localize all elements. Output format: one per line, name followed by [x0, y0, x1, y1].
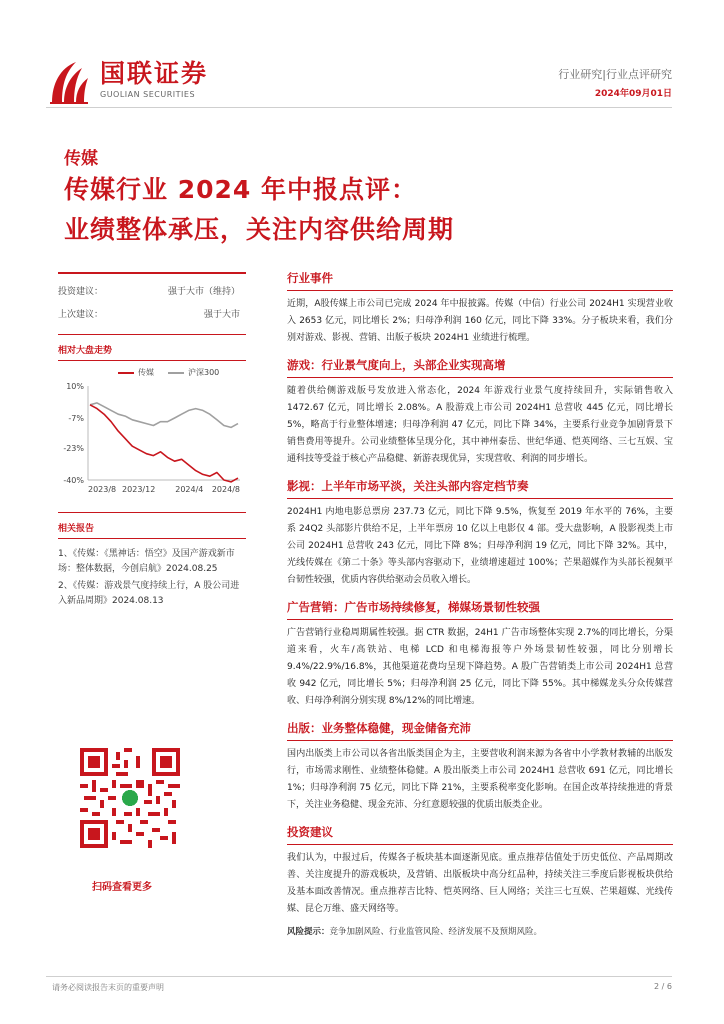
- legend-label-media: 传媒: [138, 368, 154, 377]
- section-event: [287, 266, 673, 347]
- section-publishing: [287, 716, 673, 814]
- section-title: 广告营销：广告市场持续修复，梯媒场景韧性较强: [287, 595, 673, 620]
- legend-label-index: 沪深300: [188, 368, 220, 377]
- x-tick-label: 2024/8: [211, 485, 240, 494]
- related-report-item[interactable]: 2、《传媒：游戏景气度持续上行，A 股公司进入新品周期》2024.08.13: [58, 581, 240, 606]
- report-date: 2024年09月01日: [594, 89, 672, 99]
- title-line-1: 传媒行业 2024 年中报点评：: [64, 175, 417, 204]
- guolian-logo-icon: [46, 58, 94, 106]
- section-paragraph: 国内出版类上市公司以各省出版类国企为主，主要营收利润来源为各省中小学教材教辅的出版发行，市场需求刚性、业绩整体稳健。A 股出版类上市公司 2024H1 总营收 691 亿元，同比增长 1%；归母净利润 75 亿元，同比下降 21%，主要系税率变化影响。在国企改革持续推进的背景下，关注业务稳健、现金充沛、分红意愿较强的优质出版类企业。: [287, 749, 673, 810]
- related-title: 相关报告: [58, 524, 95, 534]
- section-paragraph: 2024H1 内地电影总票房 237.73 亿元，同比下降 9.5%，恢复至 2019 年水平的 76%，主要系 24Q2 头部影片供给不足，上半年票房 10 亿以上电影仅 4 部。受大盘影响，A 股影视类上市公司 2024H1 总营收 243 亿元，同比下降 8%；归母净利润 19 亿元，同比下降 32%。其中，光线传媒在《第二十条》等头部内容驱动下，业绩增速超过 100%；芒果超媒作为头部长视频平台韧性较强，优质内容供给驱动会员收入增长。: [287, 507, 673, 585]
- chart-title: 相对大盘走势: [58, 346, 113, 356]
- section-title: 出版：业务整体稳健，现金储备充沛: [287, 716, 673, 741]
- section-paragraph: 广告营销行业稳周期属性较强。据 CTR 数据，24H1 广告市场整体实现 2.7%的同比增长，分渠道来看，火车/高铁站、电梯 LCD 和电梯海报等户外场景韧性较强，同比分别增长 9.4%/22.9%/16.8%，其他渠道花费均呈现下降趋势。A 股广告营销类上市公司 2024H1 总营收 942 亿元，同比增长 5%；归母净利润 25 亿元，同比下降 55%。其中梯媒龙头分众传媒营收、归母净利润分别实现 8%/12%的同比增速。: [287, 628, 673, 706]
- footer-divider: [46, 976, 672, 977]
- section-investment: [287, 820, 673, 918]
- sidebar-top-rule: [58, 272, 246, 274]
- risk-note: [287, 924, 673, 940]
- brand-name-en: GUOLIAN SECURITIES: [100, 90, 196, 99]
- report-title: [64, 170, 454, 250]
- y-tick-label: 10%: [66, 382, 84, 391]
- sidebar-divider: [58, 334, 246, 335]
- legend-swatch-media: [118, 372, 134, 374]
- section-title: 影视：上半年市场平淡，关注头部内容定档节奏: [287, 474, 673, 499]
- main-content: [287, 266, 673, 940]
- section-paragraph: 我们认为，中报过后，传媒各子板块基本面逐渐见底。重点推荐估值处于历史低位、产品周期改善、关注度提升的游戏板块，及营销、出版板块中高分红品种，持续关注三季度后影视板块供给及基本面改善情况。重点推荐吉比特、恺英网络、巨人网络；关注三七互娱、芒果超媒、光线传媒、昆仑万维、盛天网络等。: [287, 853, 673, 914]
- prev-rating-label: 上次建议：: [58, 310, 104, 320]
- legend-item-index: [168, 367, 219, 378]
- legend-item-media: [118, 367, 154, 378]
- rating-row: [58, 284, 246, 297]
- page-number: 2 / 6: [654, 982, 672, 991]
- header-divider: [46, 107, 672, 108]
- section-games: [287, 353, 673, 468]
- qr-caption: 扫码查看更多: [92, 882, 152, 893]
- y-tick-label: -23%: [63, 444, 84, 454]
- related-reports: [58, 547, 246, 609]
- chart-legend: [58, 367, 246, 378]
- risk-text: 竞争加剧风险、行业监管风险、经济发展不及预期风险。: [329, 927, 543, 937]
- x-tick-label: 2024/4: [175, 485, 204, 494]
- section-film: [287, 474, 673, 589]
- footer-disclaimer: 请务必阅读报告末页的重要声明: [52, 983, 164, 992]
- section-title: 投资建议: [287, 820, 673, 845]
- rating-value: 强于大市（维持）: [167, 287, 240, 297]
- series-line-media: [90, 405, 238, 482]
- brand-name: 国联证券: [100, 59, 209, 88]
- related-title-rule: [58, 538, 246, 539]
- legend-swatch-index: [168, 372, 184, 374]
- related-divider: [58, 512, 246, 513]
- rating-label: 投资建议：: [58, 287, 104, 297]
- prev-rating-value: 强于大市: [203, 310, 240, 320]
- section-advertising: [287, 595, 673, 710]
- section-title: 游戏：行业景气度向上，头部企业实现高增: [287, 353, 673, 378]
- section-paragraph: 近期，A股传媒上市公司已完成 2024 年中报披露。传媒（中信）行业公司 2024H1 实现营业收入 2653 亿元，同比增长 2%；归母净利润 160 亿元，同比下降 33%。分子板块来看，我们分别对游戏、影视、营销、出版子板块 2024H1 业绩进行梳理。: [287, 299, 673, 343]
- section-paragraph: 随着供给侧游戏版号发放进入常态化，2024 年游戏行业景气度持续回升，实际销售收入 1472.67 亿元，同比增长 2.08%。A 股游戏上市公司 2024H1 总营收 445 亿元，同比增长 5%，略高于行业整体增速；归母净利润 47 亿元，同比下降 34%，主要系行业竞争加剧背景下销售费用等提升。公司业绩整体呈现分化，其中神州泰岳、世纪华通、恺英网络、三七互娱、宝通科技等受益于核心产品稳健、新游表现优异，实现营收、利润的同步增长。: [287, 386, 673, 464]
- brand-block: [100, 60, 208, 99]
- sector-label: 传媒: [64, 149, 98, 169]
- y-tick-label: -40%: [63, 476, 84, 485]
- title-line-2: 业绩整体承压，关注内容供给周期: [64, 215, 455, 244]
- sidebar: [58, 272, 246, 611]
- relative-trend-chart: [58, 380, 246, 498]
- page-header: [0, 0, 724, 110]
- y-tick-label: -7%: [68, 413, 84, 423]
- report-type: 行业研究|行业点评研究: [558, 68, 672, 81]
- prev-rating-row: [58, 307, 246, 320]
- section-title: 行业事件: [287, 266, 673, 291]
- qr-code-icon[interactable]: [80, 748, 180, 848]
- x-tick-label: 2023/12: [122, 485, 156, 494]
- related-report-item[interactable]: 1、《传媒：《黑神话：悟空》及国产游戏新市场：整体数据，今创启航》2024.08.25: [58, 549, 235, 574]
- risk-label: 风险提示：: [287, 927, 330, 937]
- x-tick-label: 2023/8: [88, 485, 117, 494]
- chart-title-rule: [58, 360, 246, 361]
